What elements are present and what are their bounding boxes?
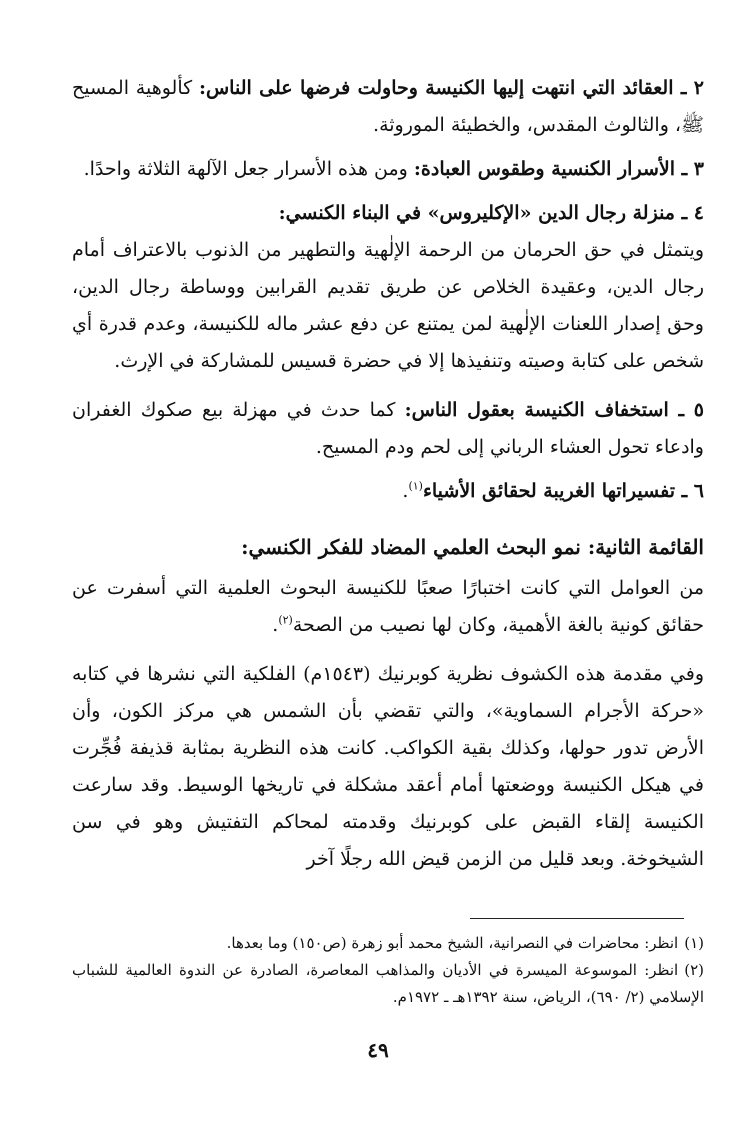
list-item-4-body: ويتمثل في حق الحرمان من الرحمة الإلٰهية والتطهير من الذنوب بالاعتراف أمام رجال الدين، وعقيدة الخلاص عن طريق تقديم القرابين ووساطة رجال الدين، وحق إصدار اللعنات الإلٰهية لمن يمتنع عن دفع عشر ماله للكنيسة، وعدم قدرة أي شخص على كتابة وصيته وتنفيذها إلا في حضرة قسيس للمشاركة في الإرث. [72,239,704,372]
list-item-5 [72,392,704,466]
footnote-divider [470,918,684,919]
section-paragraph-1-end: . [272,614,279,636]
list-item-6 [72,473,704,510]
list-item-5-body: كما حدث في مهزلة بيع صكوك الغفران وادعاء تحول العشاء الرباني إلى لحم ودم المسيح. [72,399,704,458]
list-item-2 [72,70,704,144]
page-number: ٤٩ [367,1038,389,1062]
list-item-3-lead: ٣ ـ الأسرار الكنسية وطقوس العبادة: [413,158,704,180]
footnote-1-text: انظر: محاضرات في النصرانية، الشيخ محمد أبو زهرة (ص١٥٠) وما بعدها. [226,934,679,952]
list-item-5-lead: ٥ ـ استخفاف الكنيسة بعقول الناس: [404,399,704,421]
section-heading: القائمة الثانية: نمو البحث العلمي المضاد للفكر الكنسي: [241,535,704,559]
list-item-4 [72,195,704,380]
list-item-4-lead: ٤ ـ منزلة رجال الدين «الإكليروس» في البناء الكنسي: [278,202,704,224]
footnotes [72,930,704,1011]
footnote-2-number: (٢) [684,961,704,979]
footnote-ref-1[interactable]: (١) [408,479,423,493]
list-item-3-body: ومن هذه الأسرار جعل الآلهة الثلاثة واحدًا. [83,158,408,180]
list-item-6-body: . [402,480,409,502]
section-paragraph-2 [72,656,704,878]
section-paragraph-2-text: وفي مقدمة هذه الكشوف نظرية كوبرنيك (١٥٤٣م) الفلكية التي نشرها في كتابه «حركة الأجرام السماوية»، والتي تقضي بأن الشمس هي مركز الكون، وأن الأرض تدور حولها، وكذلك بقية الكواكب. كانت هذه النظرية بمثابة قذيفة فُجِّرت في هيكل الكنيسة ووضعتها أمام أعقد مشكلة في تاريخها الوسيط. وقد سارعت الكنيسة إلقاء القبض على كوبرنيك وقدمته لمحاكم التفتيش وهو في سن الشيخوخة. وبعد قليل من الزمن قيض الله رجلًا آخر [72,663,704,870]
list-item-2-lead: ٢ ـ العقائد التي انتهت إليها الكنيسة وحاولت فرضها على الناس: [198,77,704,99]
list-item-6-lead: ٦ ـ تفسيراتها الغريبة لحقائق الأشياء [422,480,704,502]
footnote-1 [72,930,704,957]
footnote-1-number: (١) [684,934,704,952]
section-paragraph-1 [72,570,704,644]
footnote-2 [72,957,704,1011]
list-item-2-body: كألوهية المسيح ﷺ، والثالوث المقدس، والخطيئة الموروثة. [72,77,704,136]
page-body [72,70,704,878]
list-item-3 [72,151,704,188]
section-paragraph-1-text: من العوامل التي كانت اختبارًا صعبًا للكنيسة البحوث العلمية التي أسفرت عن حقائق كونية بالغة الأهمية، وكان لها نصيب من الصحة [72,577,704,636]
footnote-ref-2[interactable]: (٢) [278,613,293,627]
footnote-2-text: انظر: الموسوعة الميسرة في الأديان والمذاهب المعاصرة، الصادرة عن الندوة العالمية للشباب الإسلامي (٢/ ٦٩٠)، الرياض، سنة ١٣٩٢هـ ـ ١٩٧٢م. [72,961,704,1006]
